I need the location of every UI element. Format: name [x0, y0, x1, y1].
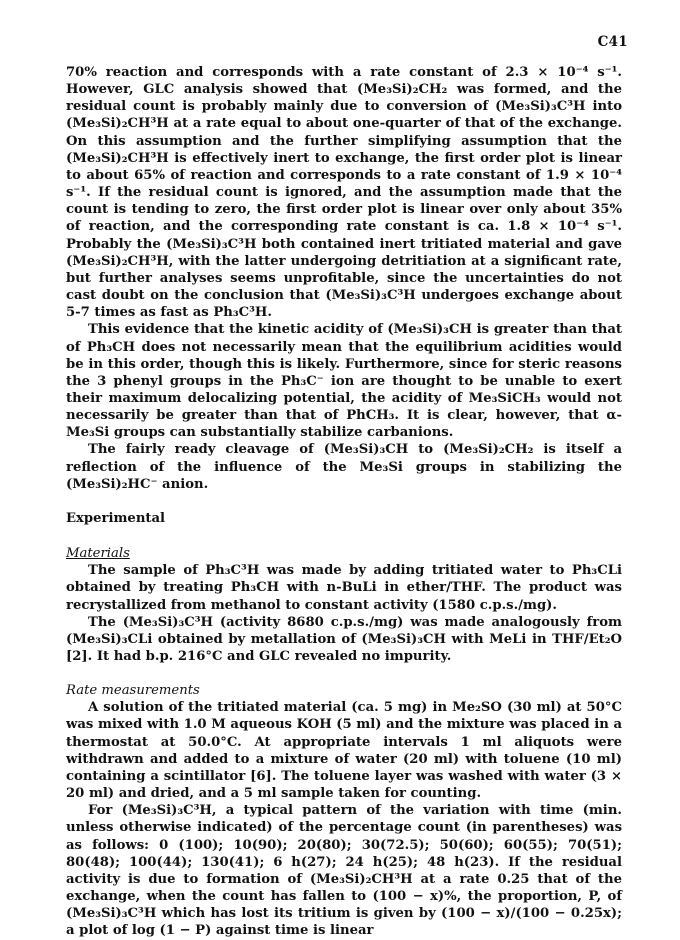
- rate-measurements-heading: Rate measurements: [66, 683, 200, 699]
- paragraph-rate-results: For (Me₃Si)₃C³H, a typical pattern of the variation with time (min. unless otherwise indicated) of the percentage count (in parentheses) was as follows: 0 (100); 10(90); 20(80); 30(72.5); 50(60); 60(55); 70(51); 80(48); 100(44); 130(41); 6 h(27); 24 h(25); 48 h(23). If the residual activity is due to formation of (Me₃Si)₂CH³H at a rate 0.25 that of the exchange, when the count has fallen to (100 − x)%, the proportion, P, of (Me₃Si)₃C³H which has lost its tritium is given by (100 − x)/(100 − 0.25x); a plot of log (1 − P) against time is linear: [66, 803, 622, 939]
- paragraph-cleavage: The fairly ready cleavage of (Me₃Si)₃CH to (Me₃Si)₂CH₂ is itself a reflection of the influence of the Me₃Si groups in stabilizing the (Me₃Si)₂HC⁻ anion.: [66, 442, 622, 492]
- paragraph-materials-trityl: The sample of Ph₃C³H was made by adding tritiated water to Ph₃CLi obtained by treating Ph₃CH with n-BuLi in ether/THF. The product was recrystallized from methanol to constant activity (1580 c.p.s./mg).: [66, 563, 622, 613]
- paragraph-materials-silyl: The (Me₃Si)₃C³H (activity 8680 c.p.s./mg) was made analogously from (Me₃Si)₃CLi obtained by metallation of (Me₃Si)₃CH with MeLi in THF/Et₂O [2]. It had b.p. 216°C and GLC revealed no impurity.: [66, 614, 622, 664]
- page-number: C41: [597, 34, 628, 50]
- paragraph-rate-constant-continuation: 70% reaction and corresponds with a rate constant of 2.3 × 10⁻⁴ s⁻¹. However, GLC analysis showed that (Me₃Si)₂CH₂ was formed, and the residual count is probably mainly due to conversion of (Me₃Si)₃C³H into (Me₃Si)₂CH³H at a rate equal to about one-quarter of that of the exchange. On this assumption and the further simplifying assumption that the (Me₃Si)₂CH³H is effectively inert to exchange, the first order plot is linear to about 65% of reaction and corresponds to a rate constant of 1.9 × 10⁻⁴ s⁻¹. If the residual count is ignored, and the assumption made that the count is tending to zero, the first order plot is linear over only about 35% of reaction, and the corresponding rate constant is ca. 1.8 × 10⁻⁴ s⁻¹. Probably the (Me₃Si)₃C³H both contained inert tritiated material and gave (Me₃Si)₂CH³H, with the latter undergoing detritiation at a significant rate, but further analyses seems unprofitable, since the uncertainties do not cast doubt on the conclusion that (Me₃Si)₃C³H undergoes exchange about 5-7 times as fast as Ph₃C³H.: [66, 65, 622, 321]
- materials-heading: Materials: [66, 546, 130, 562]
- article-body: [66, 64, 622, 940]
- paragraph-kinetic-acidity: This evidence that the kinetic acidity of (Me₃Si)₃CH is greater than that of Ph₃CH does not necessarily mean that the equilibrium acidities would be in this order, though this is likely. Furthermore, since for steric reasons the 3 phenyl groups in the Ph₃C⁻ ion are thought to be unable to exert their maximum delocalizing potential, the acidity of Me₃SiCH₃ would not necessarily be greater than that of PhCH₃. It is clear, however, that α-Me₃Si groups can substantially stabilize carbanions.: [66, 322, 622, 441]
- experimental-heading: Experimental: [66, 511, 166, 527]
- paragraph-rate-procedure: A solution of the tritiated material (ca. 5 mg) in Me₂SO (30 ml) at 50°C was mixed with 1.0 M aqueous KOH (5 ml) and the mixture was placed in a thermostat at 50.0°C. At appropriate intervals 1 ml aliquots were withdrawn and added to a mixture of water (20 ml) with toluene (10 ml) containing a scintillator [6]. The toluene layer was washed with water (3 × 20 ml) and dried, and a 5 ml sample taken for counting.: [66, 700, 622, 802]
